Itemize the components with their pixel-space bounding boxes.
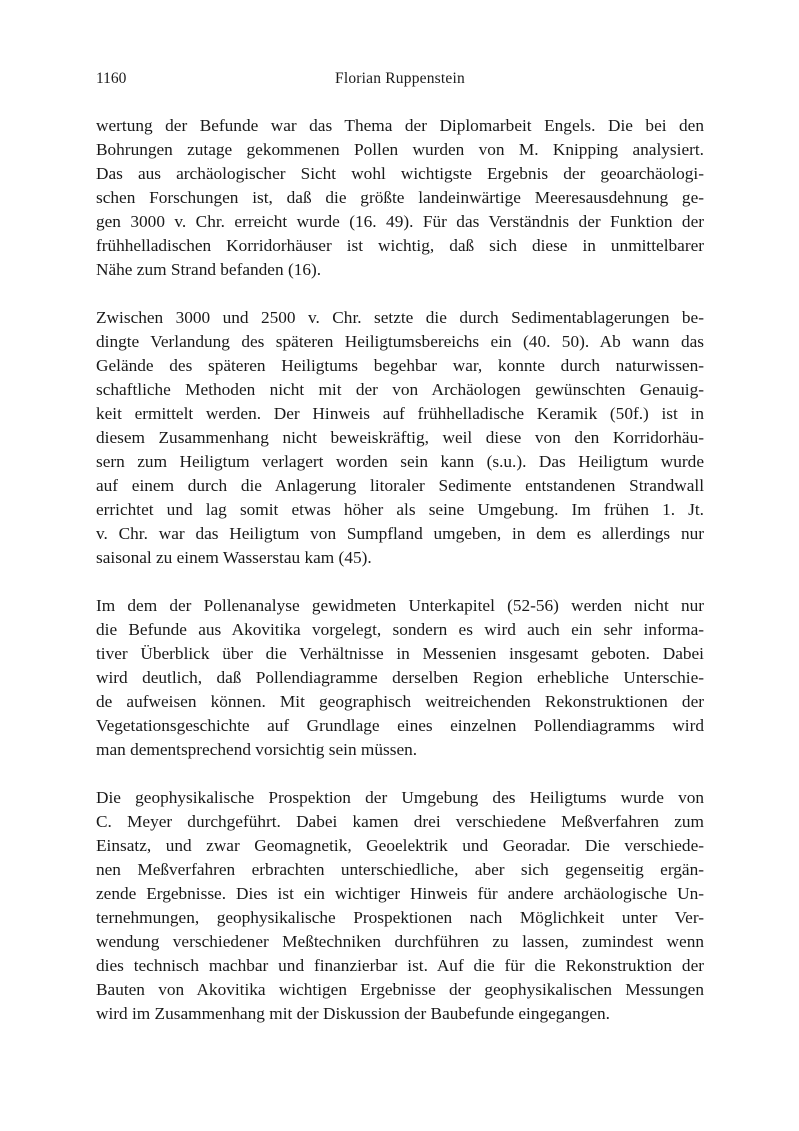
paragraph-3 <box>96 594 704 762</box>
running-head: Florian Ruppenstein <box>335 70 465 87</box>
text-line: schen Forschungen ist, daß die größte landeinwärtige Meeresausdehnung ge- <box>96 188 704 207</box>
text-line: diesem Zusammenhang nicht beweiskräftig, weil diese von den Korridorhäu- <box>96 428 704 447</box>
text-line: dingte Verlandung des späteren Heiligtumsbereichs ein (40. 50). Ab wann das <box>96 332 704 351</box>
text-line: Bohrungen zutage gekommenen Pollen wurden von M. Knipping analysiert. <box>96 140 704 159</box>
text-line: dies technisch machbar und finanzierbar ist. Auf die für die Rekonstruktion der <box>96 956 704 975</box>
paragraph-1 <box>96 114 704 282</box>
paragraph-4 <box>96 786 704 1026</box>
text-line: Das aus archäologischer Sicht wohl wichtigste Ergebnis der geoarchäologi- <box>96 164 704 183</box>
text-line: tiver Überblick über die Verhältnisse in Messenien insgesamt geboten. Dabei <box>96 644 704 663</box>
text-line: wird deutlich, daß Pollendiagramme derselben Region erhebliche Unterschie- <box>96 668 704 687</box>
text-line: Bauten von Akovitika wichtigen Ergebnisse der geophysikalischen Messungen <box>96 980 704 999</box>
text-line: sern zum Heiligtum verlagert worden sein kann (s.u.). Das Heiligtum wurde <box>96 452 704 471</box>
text-line: keit ermittelt werden. Der Hinweis auf frühhelladische Keramik (50f.) ist in <box>96 404 704 423</box>
text-line: saisonal zu einem Wasserstau kam (45). <box>96 548 372 567</box>
text-line: Vegetationsgeschichte auf Grundlage eines einzelnen Pollendiagramms wird <box>96 716 704 735</box>
text-line: Im dem der Pollenanalyse gewidmeten Unterkapitel (52-56) werden nicht nur <box>96 596 704 615</box>
text-line: Die geophysikalische Prospektion der Umgebung des Heiligtums wurde von <box>96 788 704 807</box>
text-line: frühhelladischen Korridorhäuser ist wichtig, daß sich diese in unmittelbarer <box>96 236 704 255</box>
text-line: Nähe zum Strand befanden (16). <box>96 260 322 279</box>
text-line: auf einem durch die Anlagerung litoraler Sedimente entstandenen Strandwall <box>96 476 704 495</box>
text-line: die Befunde aus Akovitika vorgelegt, sondern es wird auch ein sehr informa- <box>96 620 704 639</box>
text-line: wertung der Befunde war das Thema der Diplomarbeit Engels. Die bei den <box>96 116 704 135</box>
paragraph-2 <box>96 306 704 570</box>
text-line: zende Ergebnisse. Dies ist ein wichtiger Hinweis für andere archäologische Un- <box>96 884 704 903</box>
text-line: ternehmungen, geophysikalische Prospektionen nach Möglichkeit unter Ver- <box>96 908 704 927</box>
body-text <box>96 114 704 1050</box>
text-line: Zwischen 3000 und 2500 v. Chr. setzte die durch Sedimentablagerungen be- <box>96 308 704 327</box>
text-line: wird im Zusammenhang mit der Diskussion der Baubefunde eingegangen. <box>96 1004 610 1023</box>
text-line: Einsatz, und zwar Geomagnetik, Geoelektrik und Georadar. Die verschiede- <box>96 836 704 855</box>
text-line: nen Meßverfahren erbrachten unterschiedliche, aber sich gegenseitig ergän- <box>96 860 704 879</box>
text-line: de aufweisen können. Mit geographisch weitreichenden Rekonstruktionen der <box>96 692 704 711</box>
text-line: schaftliche Methoden nicht mit der von Archäologen gewünschten Genauig- <box>96 380 704 399</box>
text-line: wendung verschiedener Meßtechniken durchführen zu lassen, zumindest wenn <box>96 932 704 951</box>
text-line: man dementsprechend vorsichtig sein müssen. <box>96 740 418 759</box>
text-line: C. Meyer durchgeführt. Dabei kamen drei verschiedene Meßverfahren zum <box>96 812 704 831</box>
text-line: Gelände des späteren Heiligtums begehbar war, konnte durch naturwissen- <box>96 356 704 375</box>
page-header <box>96 70 704 94</box>
text-line: errichtet und lag somit etwas höher als seine Umgebung. Im frühen 1. Jt. <box>96 500 704 519</box>
text-line: gen 3000 v. Chr. erreicht wurde (16. 49). Für das Verständnis der Funktion der <box>96 212 704 231</box>
text-line: v. Chr. war das Heiligtum von Sumpfland umgeben, in dem es allerdings nur <box>96 524 704 543</box>
page-number: 1160 <box>96 70 127 87</box>
